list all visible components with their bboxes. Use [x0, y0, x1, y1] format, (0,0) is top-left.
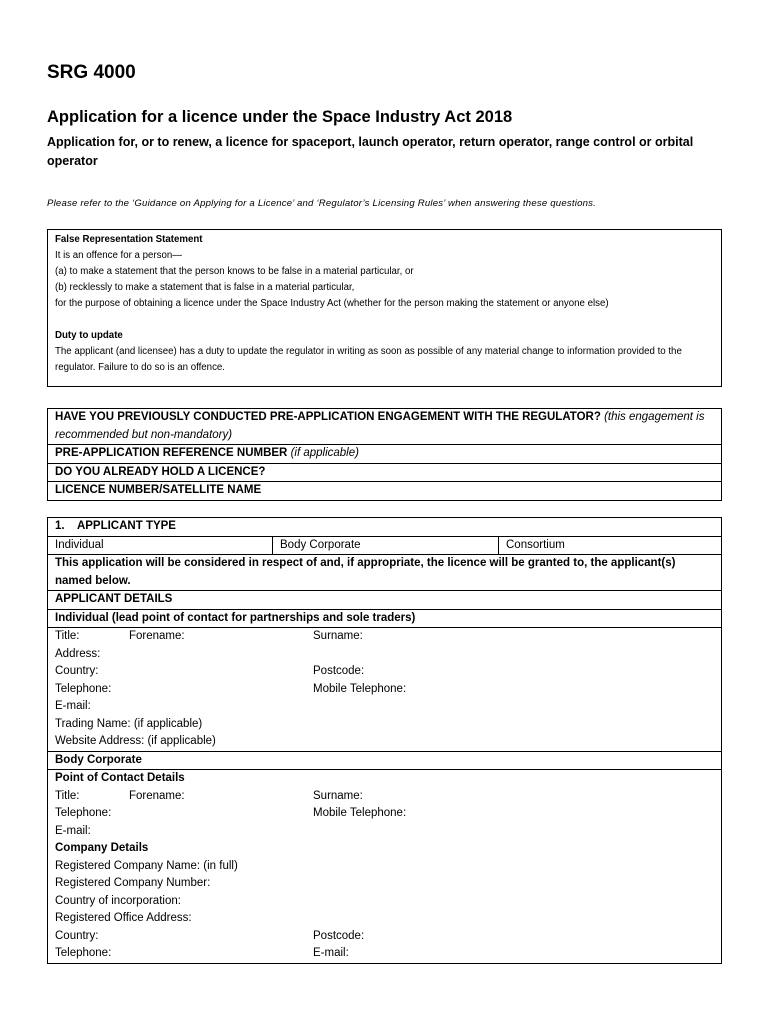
poc-mobile-telephone-label: Mobile Telephone:: [313, 807, 407, 819]
pre-application-reference-field[interactable]: [48, 445, 722, 464]
poc-email-label: E-mail:: [55, 824, 91, 837]
poc-surname-label: Surname:: [313, 789, 363, 802]
applicant-table: [47, 517, 722, 964]
address-label: Address:: [55, 647, 101, 660]
forename-label: Forename:: [129, 630, 185, 642]
applicant-type-consortium[interactable]: Consortium: [499, 536, 722, 555]
company-telephone-label: Telephone:: [55, 947, 112, 959]
email-label: E-mail:: [55, 700, 91, 712]
poc-title-label: Title:: [55, 789, 80, 802]
telephone-label: Telephone:: [55, 682, 112, 695]
licence-number-field[interactable]: [48, 482, 722, 501]
pre-application-engagement-field[interactable]: [48, 409, 722, 445]
applicant-details-heading: APPLICANT DETAILS: [48, 591, 722, 610]
website-address-label: Website Address: (if applicable): [55, 735, 216, 747]
mobile-telephone-label: Mobile Telephone:: [313, 682, 407, 695]
existing-licence-field[interactable]: [48, 463, 722, 482]
notice-line: (b) recklessly to make a statement that is false in a material particular,: [55, 282, 355, 293]
title-label: Title:: [55, 630, 80, 642]
registered-company-number-label: Registered Company Number:: [55, 877, 211, 889]
pre-application-table: [47, 408, 722, 501]
country-label: Country:: [55, 665, 99, 677]
surname-label: Surname:: [313, 630, 363, 642]
document-code: SRG 4000: [47, 62, 136, 83]
reference-number-label: PRE-APPLICATION REFERENCE NUMBER: [55, 447, 288, 459]
pre-application-question: HAVE YOU PREVIOUSLY CONDUCTED PRE-APPLICATION ENGAGEMENT WITH THE REGULATOR?: [55, 411, 601, 423]
consideration-statement: This application will be considered in respect of and, if appropriate, the licence will be granted to, the applicant(s) named below.: [48, 555, 722, 591]
poc-forename-label: Forename:: [129, 789, 185, 802]
notice-line: for the purpose of obtaining a licence under the Space Industry Act (whether for the person making the statement or anyone else): [55, 298, 609, 309]
applicant-type-heading: 1. APPLICANT TYPE: [48, 518, 722, 537]
duty-to-update-text: The applicant (and licensee) has a duty to update the regulator in writing as soon as possible of any material change to information provided to the regulator. Failure to do so is an offence.: [55, 346, 682, 373]
body-corporate-heading: Body Corporate: [48, 751, 722, 770]
country-of-incorporation-label: Country of incorporation:: [55, 894, 181, 907]
pre-application-note: (this engagement is recommended but non-mandatory): [55, 411, 705, 441]
individual-heading: Individual (lead point of contact for partnerships and sole traders): [48, 609, 722, 628]
point-of-contact-heading: Point of Contact Details: [55, 772, 185, 784]
company-postcode-label: Postcode:: [313, 929, 365, 942]
individual-fields[interactable]: [48, 628, 722, 752]
licence-number-label: LICENCE NUMBER/SATELLITE NAME: [55, 484, 262, 496]
registered-company-name-label: Registered Company Name: (in full): [55, 859, 238, 872]
guidance-note: Please refer to the ‘Guidance on Applying for a Licence’ and ‘Regulator’s Licensing Rules’ when answering these questions.: [47, 198, 597, 209]
body-corporate-fields[interactable]: [48, 770, 722, 964]
company-details-heading: Company Details: [55, 842, 149, 854]
document-title: Application for a licence under the Space Industry Act 2018: [47, 108, 513, 126]
trading-name-label: Trading Name: (if applicable): [55, 717, 203, 730]
postcode-label: Postcode:: [313, 665, 365, 677]
applicant-type-body-corporate[interactable]: Body Corporate: [273, 536, 499, 555]
spacer: [55, 312, 714, 328]
notice-box: [47, 229, 722, 387]
poc-telephone-label: Telephone:: [55, 807, 112, 819]
document-subtitle: Application for, or to renew, a licence for spaceport, launch operator, return operator, range control or orbital operator: [47, 135, 694, 168]
company-email-label: E-mail:: [313, 947, 349, 959]
company-country-label: Country:: [55, 929, 99, 942]
existing-licence-label: DO YOU ALREADY HOLD A LICENCE?: [55, 465, 266, 478]
notice-line: It is an offence for a person—: [55, 250, 182, 261]
applicant-type-individual[interactable]: Individual: [48, 536, 273, 555]
registered-office-address-label: Registered Office Address:: [55, 912, 192, 924]
notice-line: (a) to make a statement that the person knows to be false in a material particular, or: [55, 266, 414, 277]
false-representation-heading: False Representation Statement: [55, 234, 203, 245]
reference-number-note: (if applicable): [290, 447, 359, 459]
duty-to-update-heading: Duty to update: [55, 330, 123, 341]
